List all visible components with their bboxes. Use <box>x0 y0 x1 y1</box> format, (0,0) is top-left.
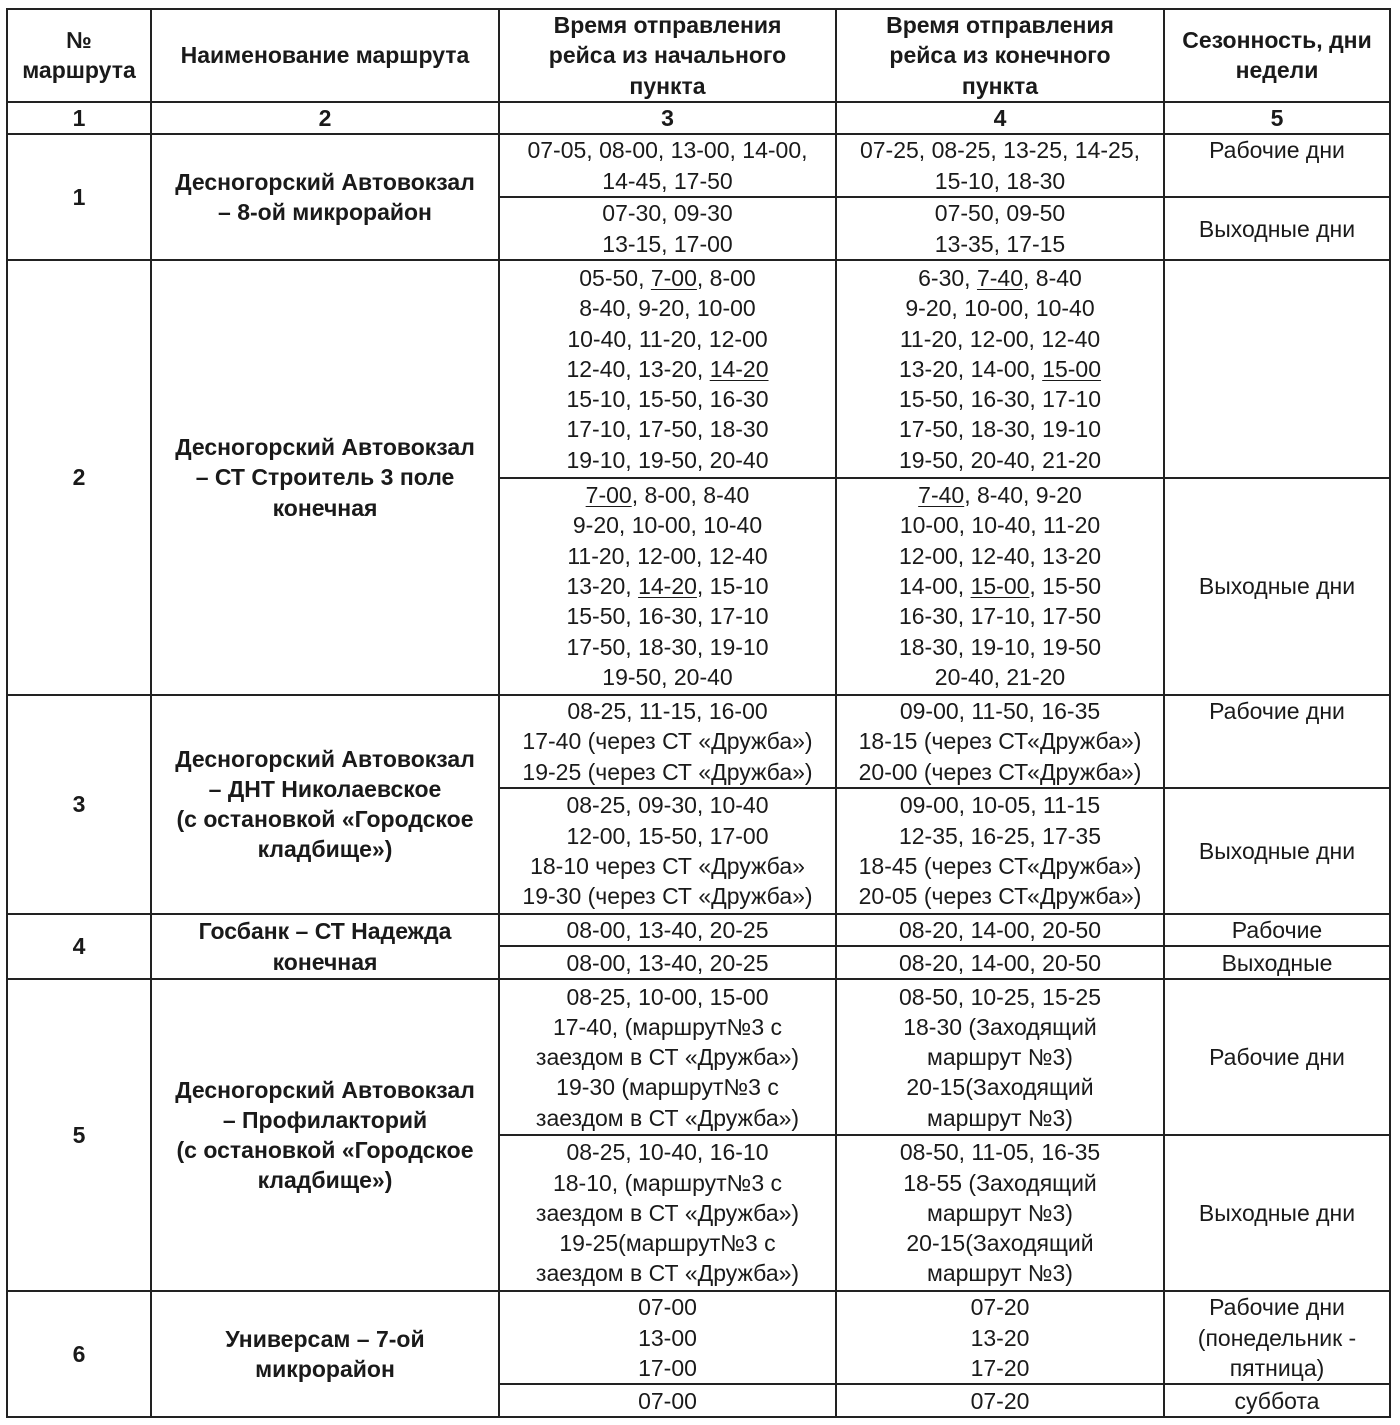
time-line <box>841 632 1159 662</box>
time-line <box>841 1353 1159 1383</box>
departure-end-times <box>836 695 1164 788</box>
header-route-name: Наименование маршрута <box>151 9 499 102</box>
time-text: маршрут №3) <box>927 1104 1073 1131</box>
schedule-row <box>7 979 1390 1135</box>
time-text: 9-20, 10-00, 10-40 <box>572 512 763 539</box>
time-text: 18-30, 19-10, 19-50 <box>898 633 1102 660</box>
departure-start-times <box>499 1291 836 1384</box>
departure-start-times <box>499 1135 836 1291</box>
route-name-line: конечная <box>272 948 378 975</box>
time-text: 20-15(Заходящий <box>906 1074 1094 1101</box>
time-text: 14-45, 17-50 <box>602 167 733 194</box>
departure-start-times <box>499 478 836 695</box>
time-line <box>841 571 1159 601</box>
route-name-line: (с остановкой «Городское <box>176 806 474 833</box>
time-text: 12-40, 13-20, <box>566 355 710 382</box>
time-text: 18-15 (через СТ«Дружба») <box>858 728 1142 755</box>
time-text: 09-00, 11-50, 16-35 <box>899 697 1101 724</box>
route-number: 3 <box>7 695 151 914</box>
header-departure-start: Время отправления рейса из начального пункта <box>499 9 836 102</box>
departure-start-times <box>499 695 836 788</box>
season-days <box>1164 1291 1390 1384</box>
route-name <box>151 914 499 980</box>
time-line <box>841 821 1159 851</box>
time-line <box>504 384 831 414</box>
underlined-time: 7-40 <box>918 482 965 509</box>
time-text: , 8-40, 9-20 <box>964 482 1082 509</box>
time-text: 20-05 (через СТ«Дружба») <box>858 883 1142 910</box>
time-text: 18-55 (Заходящий <box>903 1169 1097 1196</box>
departure-start-times <box>499 134 836 197</box>
route-number: 4 <box>7 914 151 980</box>
time-text: 12-00, 12-40, 13-20 <box>898 542 1102 569</box>
route-name <box>151 979 499 1291</box>
time-line <box>504 662 831 692</box>
time-text: 08-25, 10-40, 16-10 <box>566 1139 769 1166</box>
column-number: 2 <box>151 102 499 134</box>
time-line <box>504 1168 831 1198</box>
time-line <box>841 510 1159 540</box>
time-text: 13-20, 14-00, <box>898 355 1043 382</box>
departure-end-times <box>836 134 1164 197</box>
time-line <box>504 915 831 945</box>
schedule-row <box>7 914 1390 946</box>
time-line <box>841 354 1159 384</box>
time-line <box>504 1103 831 1133</box>
season-days-line: Выходные дни <box>1198 1199 1356 1226</box>
time-line <box>841 790 1159 820</box>
header-route-number: № маршрута <box>7 9 151 102</box>
departure-end-times <box>836 260 1164 477</box>
time-line <box>841 198 1159 228</box>
departure-start-times <box>499 260 836 477</box>
time-text: маршрут №3) <box>927 1044 1073 1071</box>
time-text: 13-35, 17-15 <box>934 230 1066 257</box>
time-text: 07-50, 09-50 <box>934 200 1066 227</box>
time-text: 12-35, 16-25, 17-35 <box>898 822 1102 849</box>
time-text: 20-15(Заходящий <box>906 1230 1094 1257</box>
time-text: 08-00, 13-40, 20-25 <box>566 949 769 976</box>
time-line <box>504 982 831 1012</box>
time-line <box>504 571 831 601</box>
time-text: маршрут №3) <box>927 1199 1073 1226</box>
underlined-time: 14-20 <box>638 572 697 599</box>
time-line <box>504 229 831 259</box>
time-line <box>841 1258 1159 1288</box>
time-line <box>504 354 831 384</box>
season-days-line: Выходные дни <box>1198 837 1356 864</box>
time-line <box>841 414 1159 444</box>
time-line <box>841 662 1159 692</box>
time-text: 13-20 <box>970 1324 1030 1351</box>
time-text: 10-00, 10-40, 11-20 <box>899 512 1101 539</box>
time-line <box>841 1386 1159 1416</box>
time-text: 17-50, 18-30, 19-10 <box>566 633 769 660</box>
time-text: 19-50, 20-40 <box>602 663 733 690</box>
time-text: , 8-00, 8-40 <box>631 482 750 509</box>
route-number: 5 <box>7 979 151 1291</box>
underlined-time: 15-00 <box>1042 355 1102 382</box>
time-text: 20-40, 21-20 <box>934 663 1066 690</box>
time-line <box>841 1072 1159 1102</box>
route-name-line: – ДНТ Николаевское <box>208 775 442 802</box>
time-text: заездом в СТ «Дружба») <box>535 1199 800 1226</box>
time-text: 11-20, 12-00, 12-40 <box>567 542 768 569</box>
time-text: 10-40, 11-20, 12-00 <box>567 325 768 352</box>
time-line <box>841 982 1159 1012</box>
time-line <box>504 790 831 820</box>
time-text: , 15-50 <box>1029 572 1102 599</box>
route-name-line: Десногорский Автовокзал <box>175 1076 475 1103</box>
time-text: 19-30 (маршрут№3 с <box>556 1074 779 1101</box>
route-name-line: микрорайон <box>255 1355 395 1382</box>
time-line <box>504 480 831 510</box>
time-line <box>504 198 831 228</box>
time-text: 12-00, 15-50, 17-00 <box>566 822 769 849</box>
departure-end-times <box>836 478 1164 695</box>
time-line <box>504 541 831 571</box>
route-name-line: кладбище») <box>257 1167 393 1194</box>
time-text: 20-00 (через СТ«Дружба») <box>858 758 1142 785</box>
time-text: 08-25, 11-15, 16-00 <box>567 697 768 724</box>
time-line <box>841 726 1159 756</box>
time-text: заездом в СТ «Дружба») <box>535 1044 800 1071</box>
season-days-line: Рабочие дни <box>1209 1294 1345 1321</box>
time-text: 15-50, 16-30, 17-10 <box>566 603 769 630</box>
time-line <box>841 480 1159 510</box>
season-days-line: Рабочие дни <box>1209 697 1345 724</box>
time-text: 15-50, 16-30, 17-10 <box>898 386 1102 413</box>
time-text: 9-20, 10-00, 10-40 <box>905 295 1095 322</box>
time-line <box>504 263 831 293</box>
time-line <box>504 1323 831 1353</box>
route-name-line: Госбанк – СТ Надежда <box>198 918 452 945</box>
header-departure-end: Время отправления рейса из конечного пункта <box>836 9 1164 102</box>
time-line <box>504 293 831 323</box>
time-text: 08-25, 10-00, 15-00 <box>566 983 769 1010</box>
time-text: 08-20, 14-00, 20-50 <box>898 949 1102 976</box>
time-text: 18-10, (маршрут№3 с <box>552 1169 783 1196</box>
time-line <box>841 881 1159 911</box>
underlined-time: 15-00 <box>970 572 1030 599</box>
time-line <box>504 1198 831 1228</box>
time-text: 09-00, 10-05, 11-15 <box>899 792 1101 819</box>
time-text: 19-25(маршрут№3 с <box>559 1230 776 1257</box>
route-name <box>151 260 499 694</box>
time-text: 14-00, <box>898 572 971 599</box>
time-line <box>841 1137 1159 1167</box>
route-name-line: (с остановкой «Городское <box>176 1137 474 1164</box>
time-text: 08-50, 11-05, 16-35 <box>899 1139 1101 1166</box>
departure-start-times <box>499 946 836 979</box>
time-line <box>841 166 1159 196</box>
departure-start-times <box>499 1384 836 1417</box>
time-line <box>504 1228 831 1258</box>
time-line <box>504 510 831 540</box>
season-days-line: Выходные <box>1221 949 1333 976</box>
time-text: 19-50, 20-40, 21-20 <box>898 446 1102 473</box>
time-text: 17-40 (через СТ «Дружба») <box>522 728 813 755</box>
schedule-body <box>7 134 1390 1417</box>
time-text: 08-50, 10-25, 15-25 <box>898 983 1102 1010</box>
time-line <box>841 445 1159 475</box>
time-line <box>841 948 1159 978</box>
time-text: 13-00 <box>638 1324 697 1351</box>
column-number: 4 <box>836 102 1164 134</box>
time-text: 07-30, 09-30 <box>602 200 733 227</box>
time-line <box>504 1353 831 1383</box>
time-text: 17-20 <box>970 1354 1030 1381</box>
departure-end-times <box>836 1291 1164 1384</box>
route-name-line: Десногорский Автовокзал <box>175 169 475 195</box>
time-line <box>841 601 1159 631</box>
time-line <box>841 384 1159 414</box>
time-line <box>504 881 831 911</box>
route-name-line: – 8-ой микрорайон <box>218 199 432 226</box>
time-line <box>841 696 1159 726</box>
time-text: 18-30 (Заходящий <box>903 1013 1097 1040</box>
time-text: 13-15, 17-00 <box>602 230 733 257</box>
time-line <box>504 445 831 475</box>
departure-end-times <box>836 197 1164 260</box>
time-line <box>841 851 1159 881</box>
time-line <box>841 1198 1159 1228</box>
time-text: 17-50, 18-30, 19-10 <box>898 416 1102 443</box>
time-text: 07-20 <box>970 1294 1030 1321</box>
time-line <box>841 915 1159 945</box>
time-line <box>504 1012 831 1042</box>
departure-end-times <box>836 788 1164 914</box>
departure-start-times <box>499 788 836 914</box>
time-line <box>504 696 831 726</box>
time-text: 08-20, 14-00, 20-50 <box>898 916 1102 943</box>
season-days <box>1164 914 1390 946</box>
departure-end-times <box>836 1384 1164 1417</box>
time-text: 18-10 через СТ «Дружба» <box>530 852 805 879</box>
time-text: 07-00 <box>638 1387 697 1414</box>
column-number: 3 <box>499 102 836 134</box>
schedule-table <box>6 8 1391 1418</box>
time-text: , 8-00 <box>696 264 756 291</box>
time-line <box>504 1292 831 1322</box>
time-line <box>841 1168 1159 1198</box>
time-line <box>841 135 1159 165</box>
time-line <box>504 135 831 165</box>
time-line <box>841 757 1159 787</box>
route-name <box>151 1291 499 1417</box>
route-name-line: Десногорский Автовокзал <box>175 434 475 461</box>
time-line <box>504 1386 831 1416</box>
header-row <box>7 9 1390 102</box>
time-text: 08-00, 13-40, 20-25 <box>566 916 769 943</box>
season-days <box>1164 134 1390 197</box>
time-text: 18-45 (через СТ«Дружба») <box>858 852 1142 879</box>
season-days <box>1164 788 1390 914</box>
time-text: 8-40, 9-20, 10-00 <box>579 295 756 322</box>
season-days-line: Рабочие <box>1231 916 1323 943</box>
time-text: маршрут №3) <box>927 1260 1073 1287</box>
time-text: 07-00 <box>638 1294 697 1321</box>
season-days-line: Выходные дни <box>1198 572 1356 599</box>
season-days <box>1164 1135 1390 1291</box>
column-number: 1 <box>7 102 151 134</box>
schedule-row <box>7 134 1390 197</box>
schedule-row <box>7 260 1390 477</box>
time-line <box>504 757 831 787</box>
time-line <box>504 1137 831 1167</box>
time-line <box>504 851 831 881</box>
season-days <box>1164 478 1390 695</box>
column-number-row <box>7 102 1390 134</box>
departure-end-times <box>836 914 1164 946</box>
underlined-time: 7-00 <box>650 264 697 291</box>
time-line <box>504 632 831 662</box>
underlined-time: 7-00 <box>585 482 632 509</box>
underlined-time: 14-20 <box>709 355 769 382</box>
time-line <box>504 726 831 756</box>
route-name-line: – Профилакторий <box>222 1106 428 1133</box>
time-line <box>841 1292 1159 1322</box>
time-text: 16-30, 17-10, 17-50 <box>898 603 1102 630</box>
time-line <box>504 1258 831 1288</box>
route-name <box>151 695 499 914</box>
departure-start-times <box>499 197 836 260</box>
header-season-days: Сезонность, дни недели <box>1164 9 1390 102</box>
schedule-row <box>7 1291 1390 1384</box>
time-text: 19-25 (через СТ «Дружба») <box>522 758 813 785</box>
time-line <box>504 821 831 851</box>
time-text: 11-20, 12-00, 12-40 <box>899 325 1101 352</box>
season-days <box>1164 260 1390 477</box>
route-name <box>151 134 499 260</box>
season-days-line: суббота <box>1234 1387 1320 1414</box>
season-days <box>1164 1384 1390 1417</box>
season-days-line: Рабочие дни <box>1209 1044 1345 1071</box>
route-number: 2 <box>7 260 151 694</box>
season-days <box>1164 946 1390 979</box>
season-days-line: Рабочие дни <box>1209 137 1345 164</box>
time-text: 19-30 (через СТ «Дружба») <box>522 883 813 910</box>
season-days-line: пятница) <box>1229 1354 1325 1381</box>
time-line <box>841 1103 1159 1133</box>
time-text: 05-50, <box>579 264 651 291</box>
time-text: , 15-10 <box>696 572 769 599</box>
time-text: 6-30, <box>918 264 977 291</box>
time-line <box>841 1042 1159 1072</box>
time-line <box>841 1012 1159 1042</box>
route-name-line: – СТ Строитель 3 поле <box>195 464 455 491</box>
time-text: 17-10, 17-50, 18-30 <box>566 416 769 443</box>
route-name-line: кладбище») <box>257 836 393 863</box>
route-name-line: конечная <box>272 494 378 521</box>
time-text: 07-20 <box>970 1387 1030 1414</box>
underlined-time: 7-40 <box>976 264 1024 291</box>
time-line <box>841 1323 1159 1353</box>
departure-end-times <box>836 946 1164 979</box>
season-days-line: Выходные дни <box>1198 215 1356 242</box>
time-text: 15-10, 18-30 <box>934 167 1066 194</box>
departure-start-times <box>499 979 836 1135</box>
time-line <box>841 293 1159 323</box>
season-days <box>1164 197 1390 260</box>
time-line <box>504 166 831 196</box>
time-text: , 8-40 <box>1023 264 1082 291</box>
time-line <box>841 1228 1159 1258</box>
time-line <box>841 263 1159 293</box>
time-line <box>841 541 1159 571</box>
route-number: 6 <box>7 1291 151 1417</box>
time-line <box>504 601 831 631</box>
departure-end-times <box>836 1135 1164 1291</box>
time-text: 07-05, 08-00, 13-00, 14-00, <box>527 137 808 164</box>
column-number: 5 <box>1164 102 1390 134</box>
time-text: 07-25, 08-25, 13-25, 14-25, <box>859 137 1141 164</box>
time-text: заездом в СТ «Дружба») <box>535 1260 800 1287</box>
departure-start-times <box>499 914 836 946</box>
route-number: 1 <box>7 134 151 260</box>
time-text: 19-10, 19-50, 20-40 <box>566 446 769 473</box>
time-text: 08-25, 09-30, 10-40 <box>566 792 769 819</box>
time-text: 17-00 <box>638 1354 697 1381</box>
route-name-line: Десногорский Автовокзал <box>175 745 475 772</box>
season-days <box>1164 695 1390 788</box>
time-line <box>841 324 1159 354</box>
time-text: 15-10, 15-50, 16-30 <box>566 386 769 413</box>
schedule-row <box>7 695 1390 788</box>
time-line <box>504 948 831 978</box>
time-text: заездом в СТ «Дружба») <box>535 1104 800 1131</box>
route-name-line: Универсам – 7-ой <box>225 1325 425 1352</box>
time-text: 13-20, <box>566 572 639 599</box>
season-days <box>1164 979 1390 1135</box>
time-text: 17-40, (маршрут№3 с <box>552 1013 783 1040</box>
time-line <box>504 324 831 354</box>
time-line <box>504 1072 831 1102</box>
season-days-line: (понедельник - <box>1197 1324 1357 1351</box>
time-line <box>504 1042 831 1072</box>
time-line <box>504 414 831 444</box>
time-line <box>841 229 1159 259</box>
departure-end-times <box>836 979 1164 1135</box>
